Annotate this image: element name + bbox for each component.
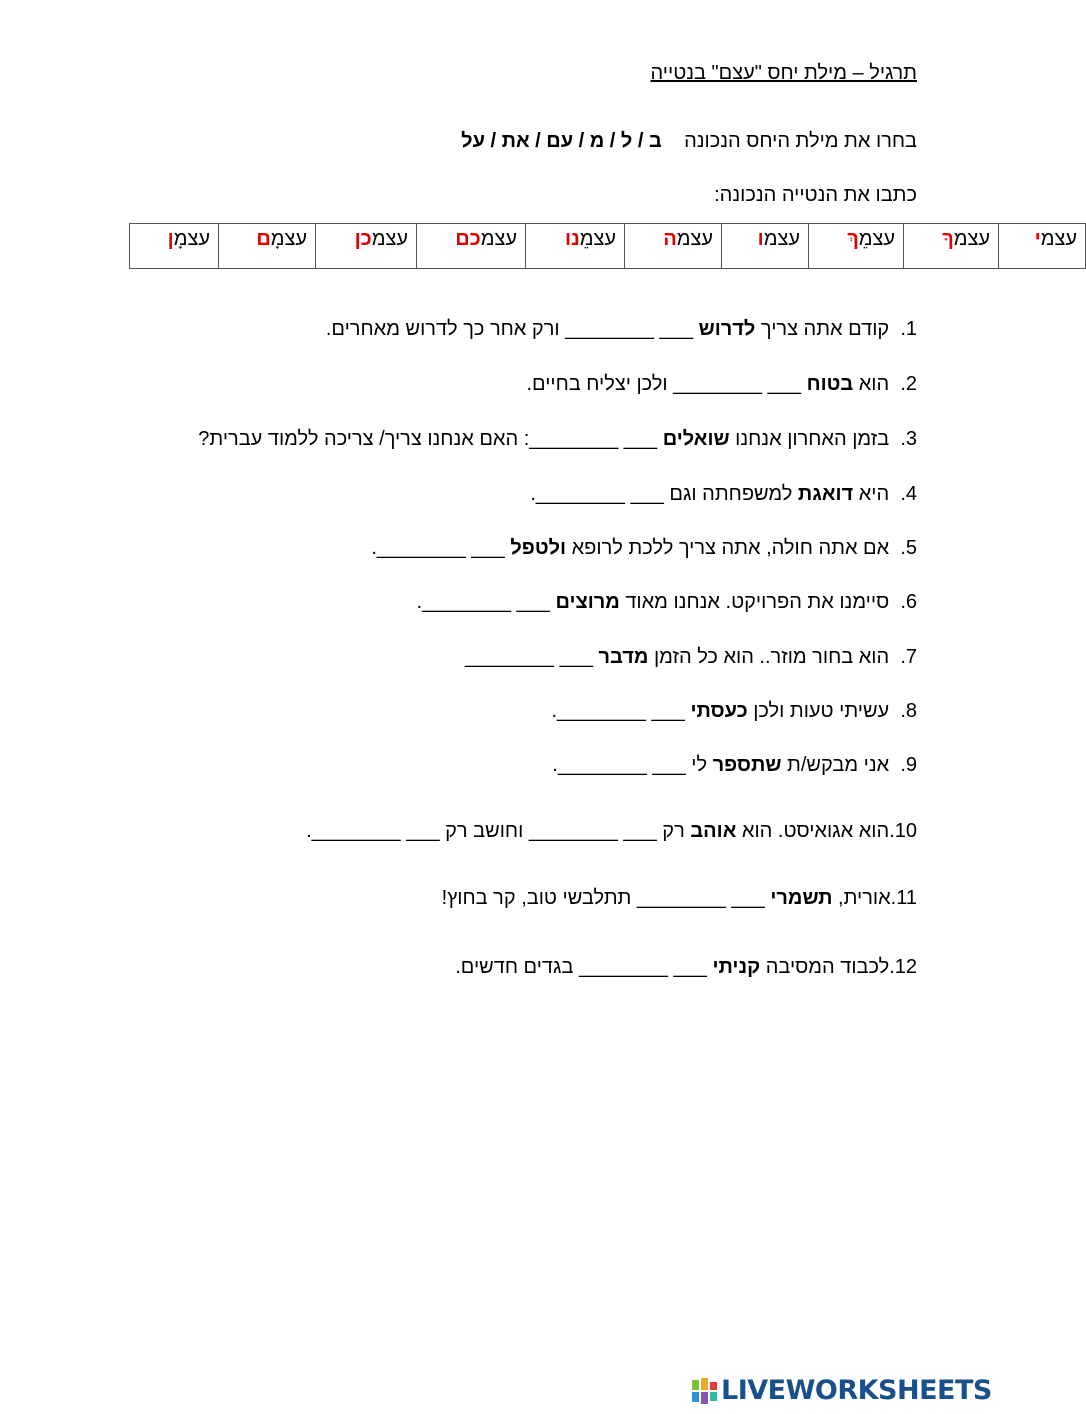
declension-cell [904, 224, 999, 269]
question-text-after: ___ ________ [465, 646, 599, 668]
question-number: 8. [900, 700, 917, 722]
declension-cell [417, 224, 526, 269]
question-text-after: ___ ________. [371, 537, 511, 559]
question-item [326, 318, 917, 341]
question-verb: בטוח [806, 373, 854, 395]
question-number: 2. [900, 373, 917, 395]
declension-base: עצמ [763, 228, 800, 250]
question-number: 10. [889, 820, 917, 842]
declension-suffix: כן [354, 228, 372, 250]
declension-cell [722, 224, 809, 269]
question-text-after: למשפחתה וגם ___ ________. [530, 483, 798, 505]
question-item [526, 373, 917, 396]
question-text-before: הוא אגואיסט. הוא [736, 820, 890, 842]
declension-cell [809, 224, 904, 269]
question-number: 12. [889, 956, 917, 978]
liveworksheets-logo [692, 1376, 992, 1406]
question-verb: לדרוש [698, 318, 756, 340]
declension-cell [130, 224, 219, 269]
question-item [306, 820, 917, 843]
declension-base: עצמָ [270, 228, 307, 250]
question-number: 4. [900, 483, 917, 505]
question-item [416, 591, 917, 614]
declension-base: עצמ [676, 228, 713, 250]
question-text-after: רק ___ ________ וחושב רק ___ ________. [306, 820, 691, 842]
declension-base: עצמ [1040, 228, 1077, 250]
question-item [198, 428, 917, 451]
question-text-before: אם אתה חולה, אתה צריך ללכת לרופא [566, 537, 890, 559]
question-item [465, 646, 917, 669]
question-number: 1. [900, 318, 917, 340]
declension-suffix: ךָ [942, 228, 954, 250]
question-text-after: ___ ________. [416, 591, 556, 613]
question-verb: מדבר [598, 646, 649, 668]
question-item [371, 537, 917, 560]
question-verb: כעסתי [690, 700, 748, 722]
question-verb: תשמרי [770, 887, 833, 909]
question-verb: דואגת [797, 483, 854, 505]
page-title: תרגיל – מילת יחס "עצם" בנטייה [650, 62, 917, 84]
question-text-before: בזמן האחרון אנחנו [729, 428, 890, 450]
question-text-before: קודם אתה צריך [755, 318, 890, 340]
declension-suffix: ם [256, 228, 271, 250]
declension-suffix: י [1034, 228, 1041, 250]
question-text-after: ___ ________: האם אנחנו צריך/ צריכה ללמוד עברית? [198, 428, 663, 450]
question-text-before: הוא בחור מוזר.. הוא כל הזמן [648, 646, 890, 668]
question-item [442, 887, 917, 910]
question-text-before: עשיתי טעות ולכן [747, 700, 890, 722]
declension-cell [316, 224, 417, 269]
question-item [530, 483, 917, 506]
question-text-after: ___ ________. [551, 700, 691, 722]
declension-base: עצמֵ [579, 228, 616, 250]
question-text-after: ___ ________ תתלבשי טוב, קר בחוץ! [441, 887, 771, 909]
question-text-after: ___ ________ ולכן יצליח בחיים. [526, 373, 807, 395]
instruction-write-declension: כתבו את הנטייה הנכונה: [714, 184, 917, 206]
question-text-before: סיימנו את הפרויקט. אנחנו מאוד [619, 591, 890, 613]
question-verb: מרוצים [555, 591, 620, 613]
question-item [551, 700, 917, 723]
question-text-before: לכבוד המסיבה [760, 956, 890, 978]
question-number: 6. [900, 591, 917, 613]
declension-base: עצמ [480, 228, 517, 250]
declension-suffix: ן [167, 228, 174, 250]
question-verb: קניתי [712, 956, 761, 978]
logo-text: LIVEWORKSHEETS [721, 1375, 992, 1406]
preposition-options: ב / ל / מ / עם / את / על [461, 130, 662, 152]
question-text-before: אורית, [832, 887, 891, 909]
question-verb: ולטפל [510, 537, 567, 559]
declension-suffix: כם [455, 228, 481, 250]
declension-cell [526, 224, 625, 269]
question-number: 3. [900, 428, 917, 450]
question-number: 9. [900, 754, 917, 776]
question-text-after: ___ ________ ורק אחר כך לדרוש מאחרים. [325, 318, 699, 340]
question-number: 11. [890, 887, 917, 909]
question-verb: שואלים [662, 428, 730, 450]
declension-cell [625, 224, 722, 269]
declension-suffix: ה [663, 228, 677, 250]
question-text-after: לי ___ ________. [552, 754, 713, 776]
question-item [552, 754, 917, 777]
declension-table [129, 223, 1086, 269]
question-text-before: היא [853, 483, 890, 505]
declension-suffix: ו [757, 228, 764, 250]
declension-cell [219, 224, 316, 269]
declension-base: עצמ [953, 228, 990, 250]
declension-base: עצמ [371, 228, 408, 250]
instruction-text: בחרו את מילת היחס הנכונה [684, 130, 917, 152]
logo-icon [692, 1378, 718, 1404]
question-text-before: הוא [853, 373, 890, 395]
question-verb: שתספר [712, 754, 782, 776]
question-text-after: ___ ________ בגדים חדשים. [455, 956, 713, 978]
declension-cell [999, 224, 1086, 269]
question-text-before: אני מבקש/ת [781, 754, 890, 776]
declension-base: עצמֵ [858, 228, 895, 250]
question-number: 7. [900, 646, 917, 668]
declension-row [130, 224, 1086, 269]
question-item [455, 956, 917, 979]
instruction-choose-preposition [461, 130, 917, 153]
declension-suffix: ךְ [847, 228, 859, 250]
declension-base: עצמָ [173, 228, 210, 250]
question-verb: אוהב [690, 820, 737, 842]
question-number: 5. [900, 537, 917, 559]
declension-suffix: נו [565, 228, 580, 250]
